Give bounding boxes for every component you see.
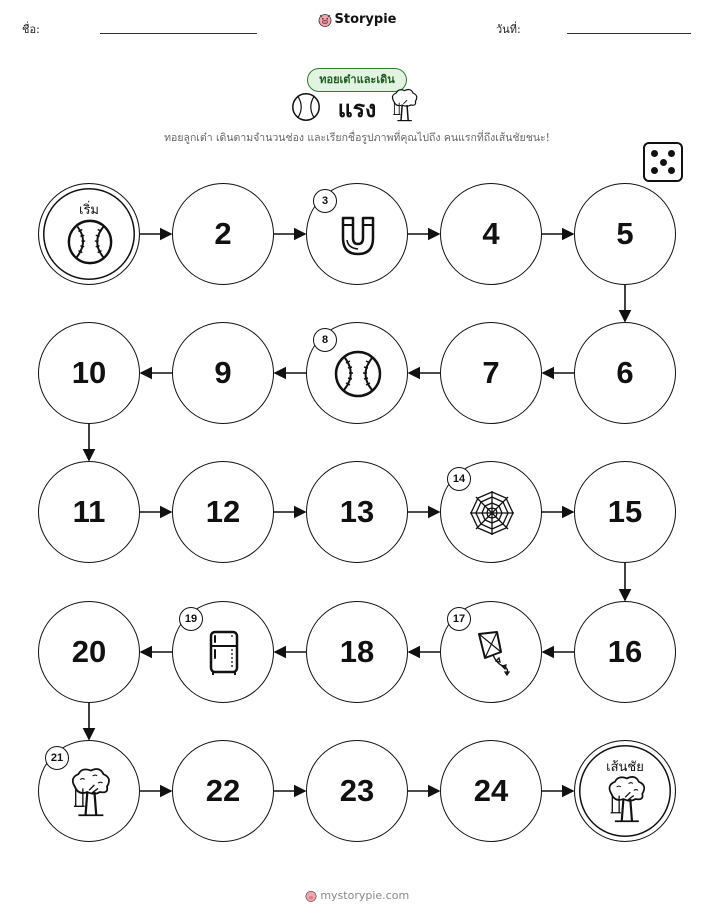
magnet-icon [333,210,383,260]
baseball-icon [333,349,383,399]
board-space [172,183,274,285]
space-number: 10 [71,355,107,390]
space-number-badge: 19 [179,607,203,631]
space-number: 24 [473,773,509,808]
refrigerator-icon [199,628,249,678]
footer [0,889,714,902]
board-space [306,740,408,842]
space-number: 11 [72,494,106,529]
space-number: 6 [616,355,634,390]
space-number: 7 [482,355,500,390]
space-number: 15 [607,494,643,529]
space-number-badge: 17 [447,607,471,631]
board-space [440,322,542,424]
pig-logo-icon [305,890,317,902]
finish-space [574,740,676,842]
space-number: 4 [482,216,500,251]
brand-name: Storypie [334,12,397,27]
space-number-badge: 21 [45,746,69,770]
board-space [38,461,140,563]
footer-site: mystorypie.com [320,889,410,902]
board-space [306,601,408,703]
space-number-badge: 14 [447,467,471,491]
start-label: เริ่ม [79,203,99,218]
tree-swing-icon [65,767,115,817]
baseball-icon [66,218,114,266]
space-number: 9 [214,355,232,390]
board-space [440,183,542,285]
board-space [172,740,274,842]
date-label: วันที่: [496,23,521,36]
board-space [574,183,676,285]
space-number: 12 [205,494,241,529]
space-number: 20 [71,634,107,669]
finish-label: เส้นชัย [606,760,644,775]
start-space [38,183,140,285]
instructions: ทอยลูกเต๋า เดินตามจำนวนช่อง และเรียกชื่อรูปภาพที่คุณไปถึง คนแรกที่ถึงเส้นชัยชนะ! [164,132,550,144]
kite-icon [467,628,517,678]
spider-web-icon [467,488,517,538]
name-label: ชื่อ: [22,23,40,36]
board-space [38,322,140,424]
game-tag: ทอยเต๋าและเดิน [307,68,407,92]
board-space [574,322,676,424]
space-number-badge: 3 [313,189,337,213]
space-number: 18 [339,634,375,669]
board-space [172,322,274,424]
space-number: 22 [205,773,241,808]
space-number: 16 [607,634,643,669]
page-title: แรง [337,97,377,123]
space-number: 2 [214,216,232,251]
board-space [440,740,542,842]
tree-swing-icon [602,775,650,823]
board-space [172,461,274,563]
space-number: 5 [616,216,634,251]
board-space [574,461,676,563]
space-number: 13 [339,494,375,529]
space-number: 23 [339,773,375,808]
board-space [38,601,140,703]
board-space [306,461,408,563]
space-number-badge: 8 [313,328,337,352]
board-space [574,601,676,703]
